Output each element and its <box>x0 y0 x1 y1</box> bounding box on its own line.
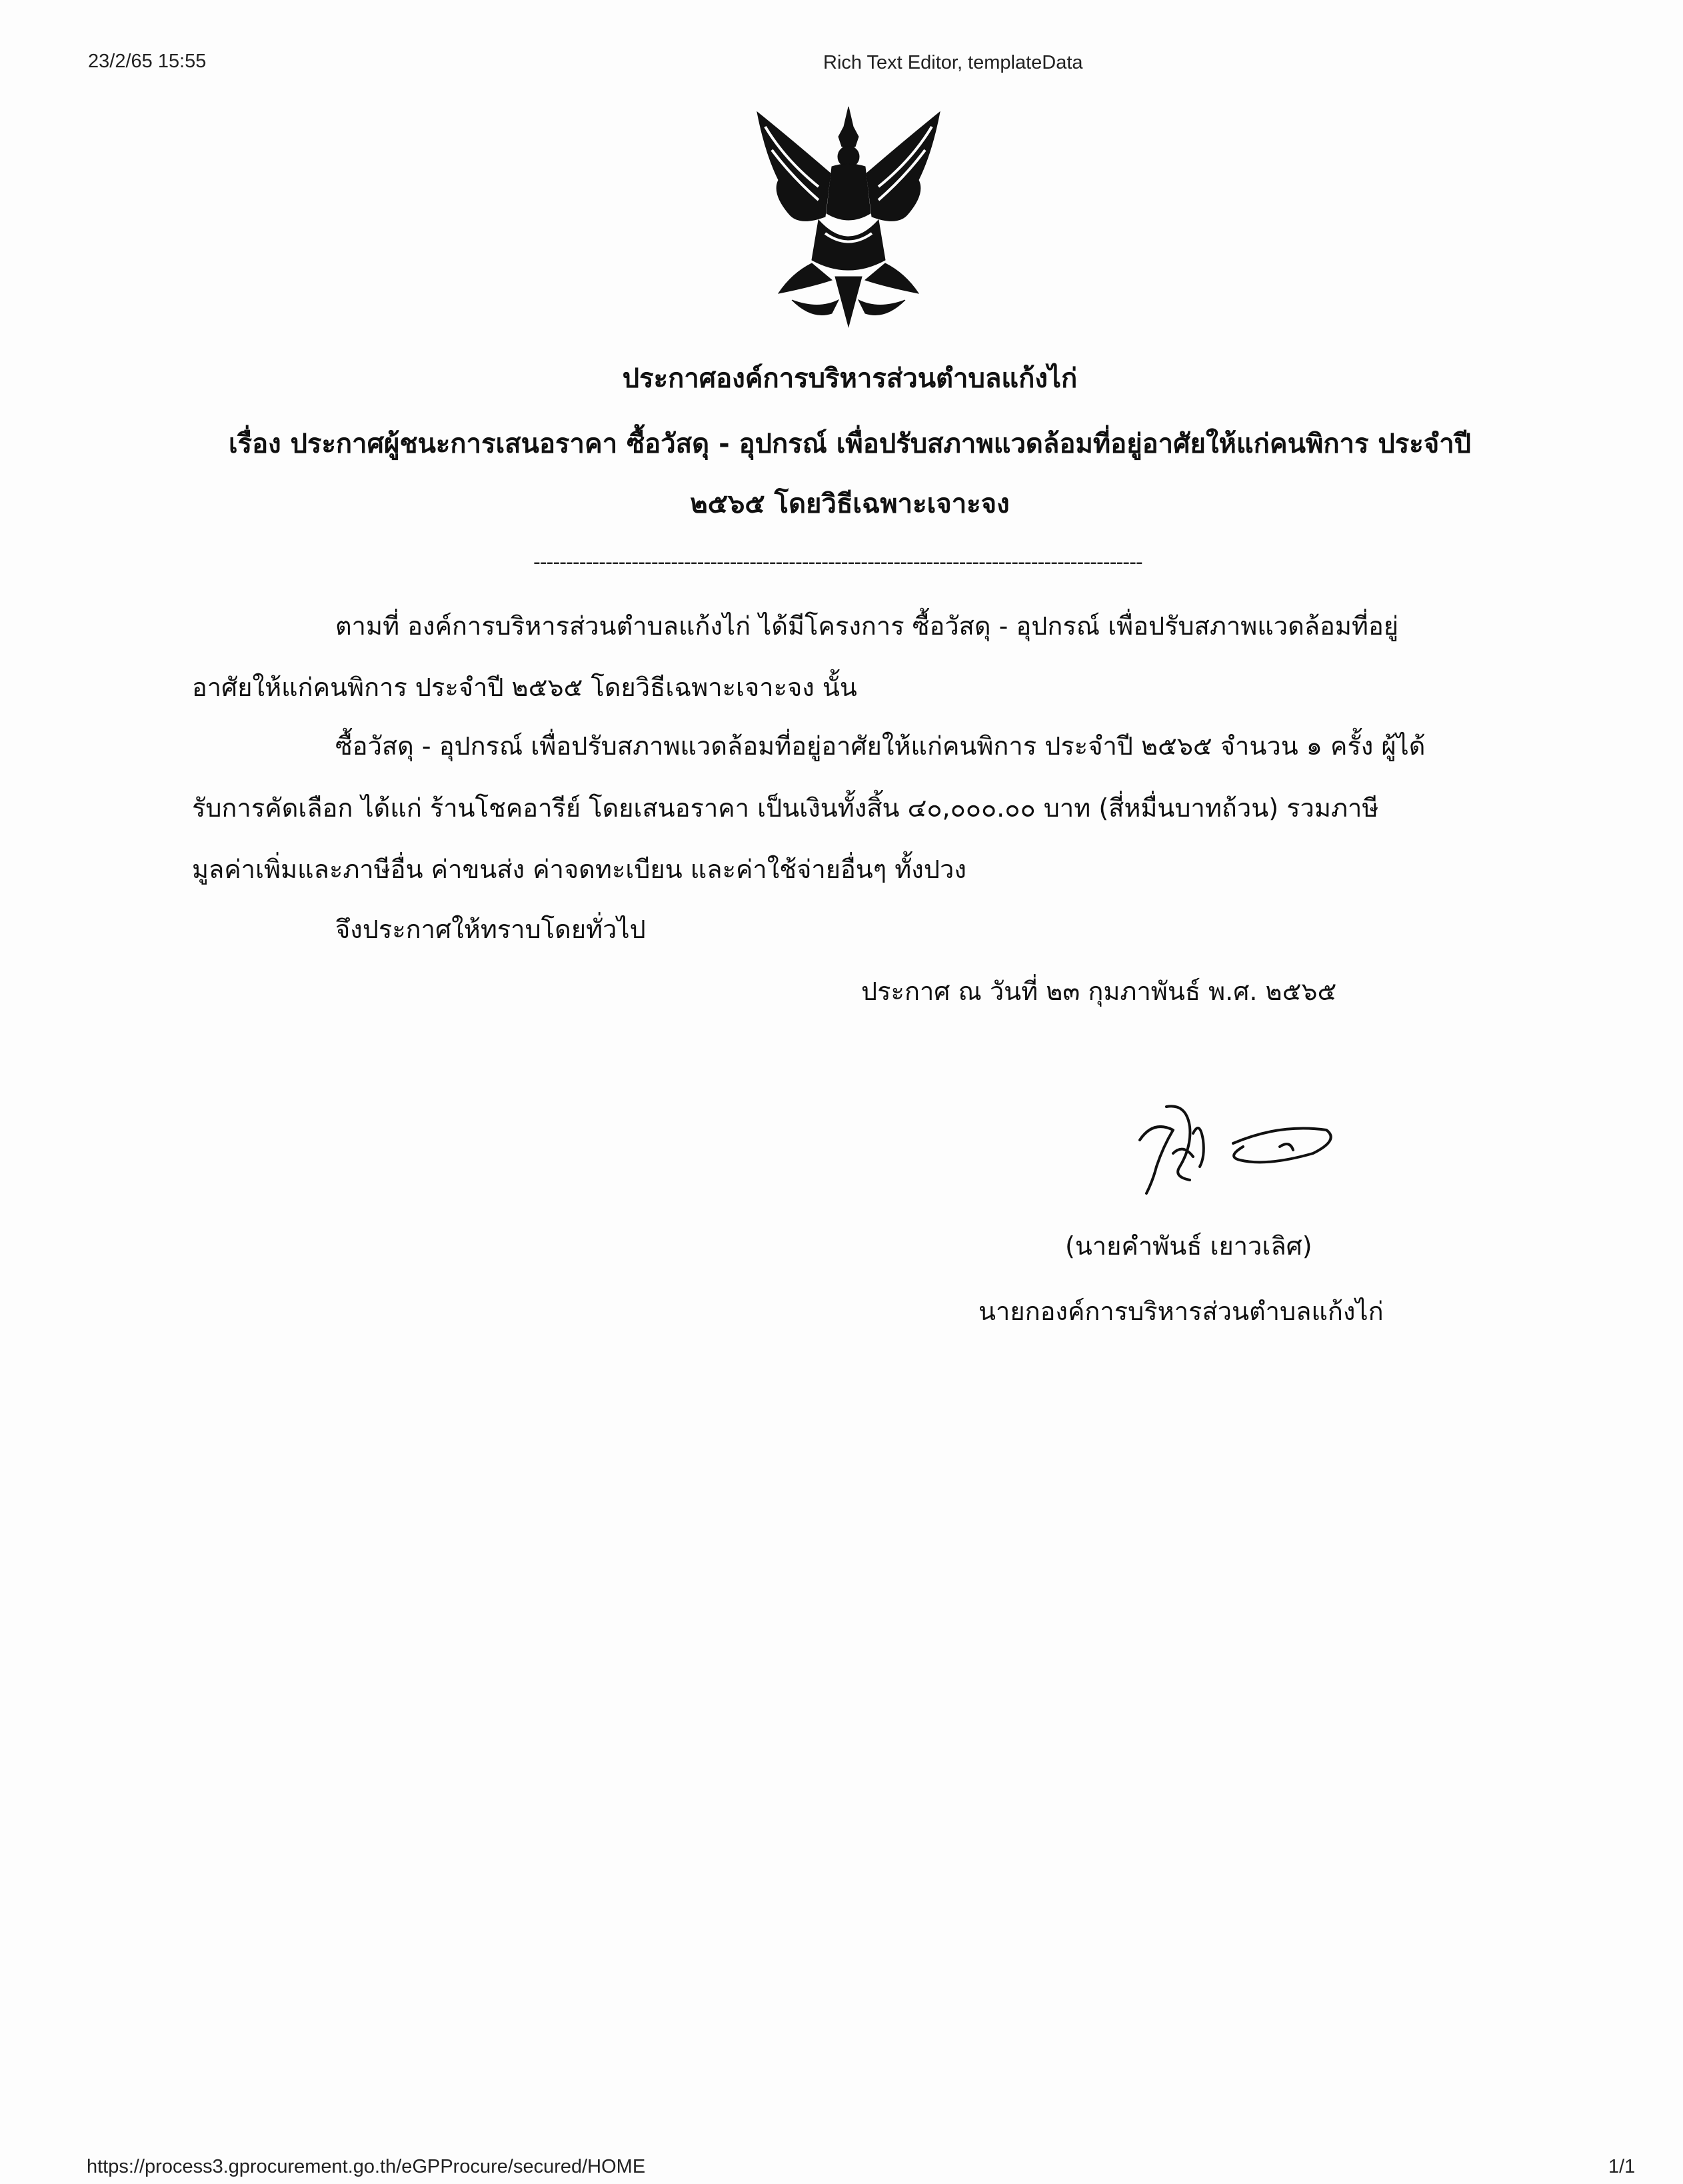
body-paragraph-2-line-1: ซื้อวัสดุ - อุปกรณ์ เพื่อปรับสภาพแวดล้อมที่อยู่อาศัยให้แก่คนพิการ ประจำปี ๒๕๖๕ จำนวน ๑ ครั้ง ผู้ได้ <box>335 731 1426 761</box>
signer-position: นายกองค์การบริหารส่วนตำบลแก้งไก่ <box>978 1297 1384 1326</box>
body-paragraph-1-line-2: อาศัยให้แก่คนพิการ ประจำปี ๒๕๖๕ โดยวิธีเฉพาะเจาะจง นั้น <box>192 673 857 702</box>
garuda-emblem-icon <box>752 100 945 340</box>
body-paragraph-2-line-3: มูลค่าเพิ่มและภาษีอื่น ค่าขนส่ง ค่าจดทะเบียน และค่าใช้จ่ายอื่นๆ ทั้งปวง <box>192 855 966 884</box>
print-url: https://process3.gprocurement.go.th/eGPProcure/secured/HOME <box>87 2156 646 2177</box>
body-paragraph-3: จึงประกาศให้ทราบโดยทั่วไป <box>335 915 646 944</box>
body-paragraph-2-line-2: รับการคัดเลือก ได้แก่ ร้านโชคอารีย์ โดยเสนอราคา เป็นเงินทั้งสิ้น ๔๐,๐๐๐.๐๐ บาท (สี่หมื่นบาทถ้วน) รวมภาษี <box>192 793 1379 823</box>
handwritten-signature-icon <box>1126 1093 1346 1220</box>
print-datetime: 23/2/65 15:55 <box>88 51 207 72</box>
divider-line: --------------------------------------------------------------------------------------------- <box>533 551 1142 574</box>
announcement-title: ประกาศองค์การบริหารส่วนตำบลแก้งไก่ <box>622 363 1078 394</box>
announcement-subject-continued: ๒๕๖๕ โดยวิธีเฉพาะเจาะจง <box>690 489 1010 519</box>
print-window-title: Rich Text Editor, templateData <box>823 52 1083 73</box>
signer-name: (นายคำพันธ์ เยาวเลิศ) <box>1065 1231 1312 1261</box>
announcement-date: ประกาศ ณ วันที่ ๒๓ กุมภาพันธ์ พ.ศ. ๒๕๖๕ <box>861 977 1337 1006</box>
print-page-count: 1/1 <box>1608 2156 1636 2177</box>
body-paragraph-1-line-1: ตามที่ องค์การบริหารส่วนตำบลแก้งไก่ ได้มีโครงการ ซื้อวัสดุ - อุปกรณ์ เพื่อปรับสภาพแวดล้อมที่อยู่ <box>335 611 1399 641</box>
announcement-subject: เรื่อง ประกาศผู้ชนะการเสนอราคา ซื้อวัสดุ - อุปกรณ์ เพื่อปรับสภาพแวดล้อมที่อยู่อาศัยให้แก่คนพิการ ประจำปี <box>228 429 1472 459</box>
